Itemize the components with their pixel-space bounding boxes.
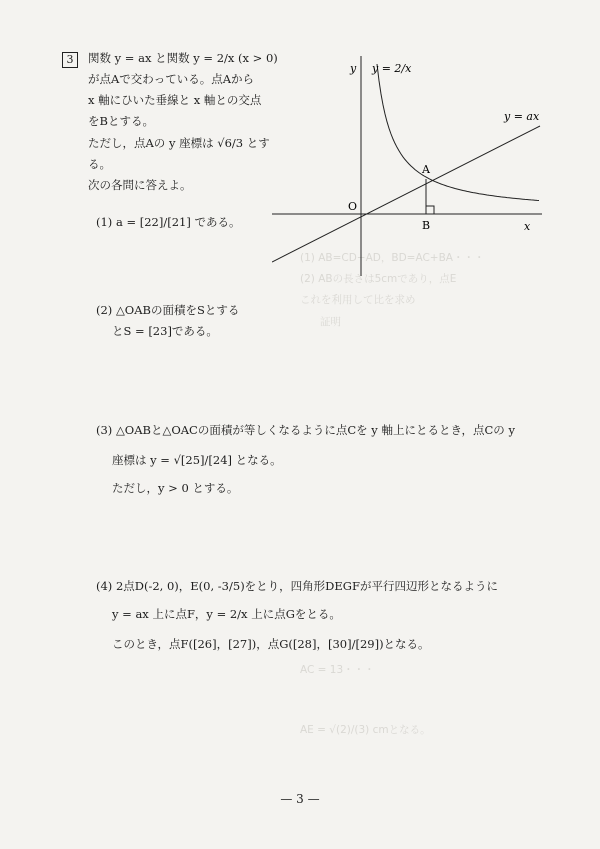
intro-line-1: 関数 y = ax と関数 y = 2/x (x > 0) (88, 51, 278, 65)
question-3-line-3: ただし，y > 0 とする。 (112, 481, 239, 495)
curve-y-2-over-x (377, 64, 539, 201)
right-angle-mark (426, 206, 434, 214)
page-number: — 3 — (280, 792, 320, 806)
question-3-line-1: (3) △OABと△OACの面積が等しくなるように点Cを y 軸上にとるとき，点Cの y (96, 423, 515, 437)
question-4-line-1: (4) 2点D(-2, 0)，E(0, -3/5)をとり，四角形DEGFが平行四辺形となるように (96, 579, 498, 593)
bleed-line-3: これを利用して比を求め (300, 294, 416, 306)
question-3-line-2: 座標は y = √[25]/[24] となる。 (112, 453, 282, 467)
bleed-line-2: (2) ABの長さは5cmであり，点E (300, 273, 457, 285)
origin-label: O (348, 200, 358, 213)
question-2-line-1: (2) △OABの面積をSとする (96, 303, 240, 317)
function-graph (272, 52, 548, 280)
question-4-line-2: y = ax 上に点F，y = 2/x 上に点Gをとる。 (112, 607, 341, 621)
x-axis-label: x (524, 220, 531, 233)
line-label: y = ax (504, 110, 540, 123)
point-a-label: A (422, 163, 430, 176)
intro-line-7: 次の各問に答えよ。 (88, 178, 192, 192)
intro-line-4: をBとする。 (88, 114, 154, 128)
intro-line-6: る。 (88, 157, 111, 171)
y-axis-label: y (350, 62, 357, 75)
bleed-line-4: 証明 (320, 316, 341, 328)
point-b-label: B (422, 219, 431, 232)
problem-number: 3 (62, 52, 78, 68)
question-4-line-3: このとき，点F([26]，[27])，点G([28]，[30]/[29])となる。 (112, 637, 430, 651)
bleed-line-1: (1) AB=CD+AD，BD=AC+BA・・・ (300, 252, 485, 264)
line-y-ax (272, 126, 540, 262)
intro-line-3: x 軸にひいた垂線と x 軸との交点 (88, 93, 262, 107)
curve-label: y = 2/x (372, 62, 412, 75)
intro-line-5: ただし，点Aの y 座標は √6/3 とす (88, 136, 270, 150)
bleed-line-5: AC = 13・・・ (300, 664, 375, 676)
question-1: (1) a = [22]/[21] である。 (96, 215, 241, 229)
intro-line-2: が点Aで交わっている。点Aから (88, 72, 254, 86)
bleed-line-6: AE = √(2)/(3) cmとなる。 (300, 724, 431, 736)
question-2-line-2: とS = [23]である。 (112, 324, 218, 338)
